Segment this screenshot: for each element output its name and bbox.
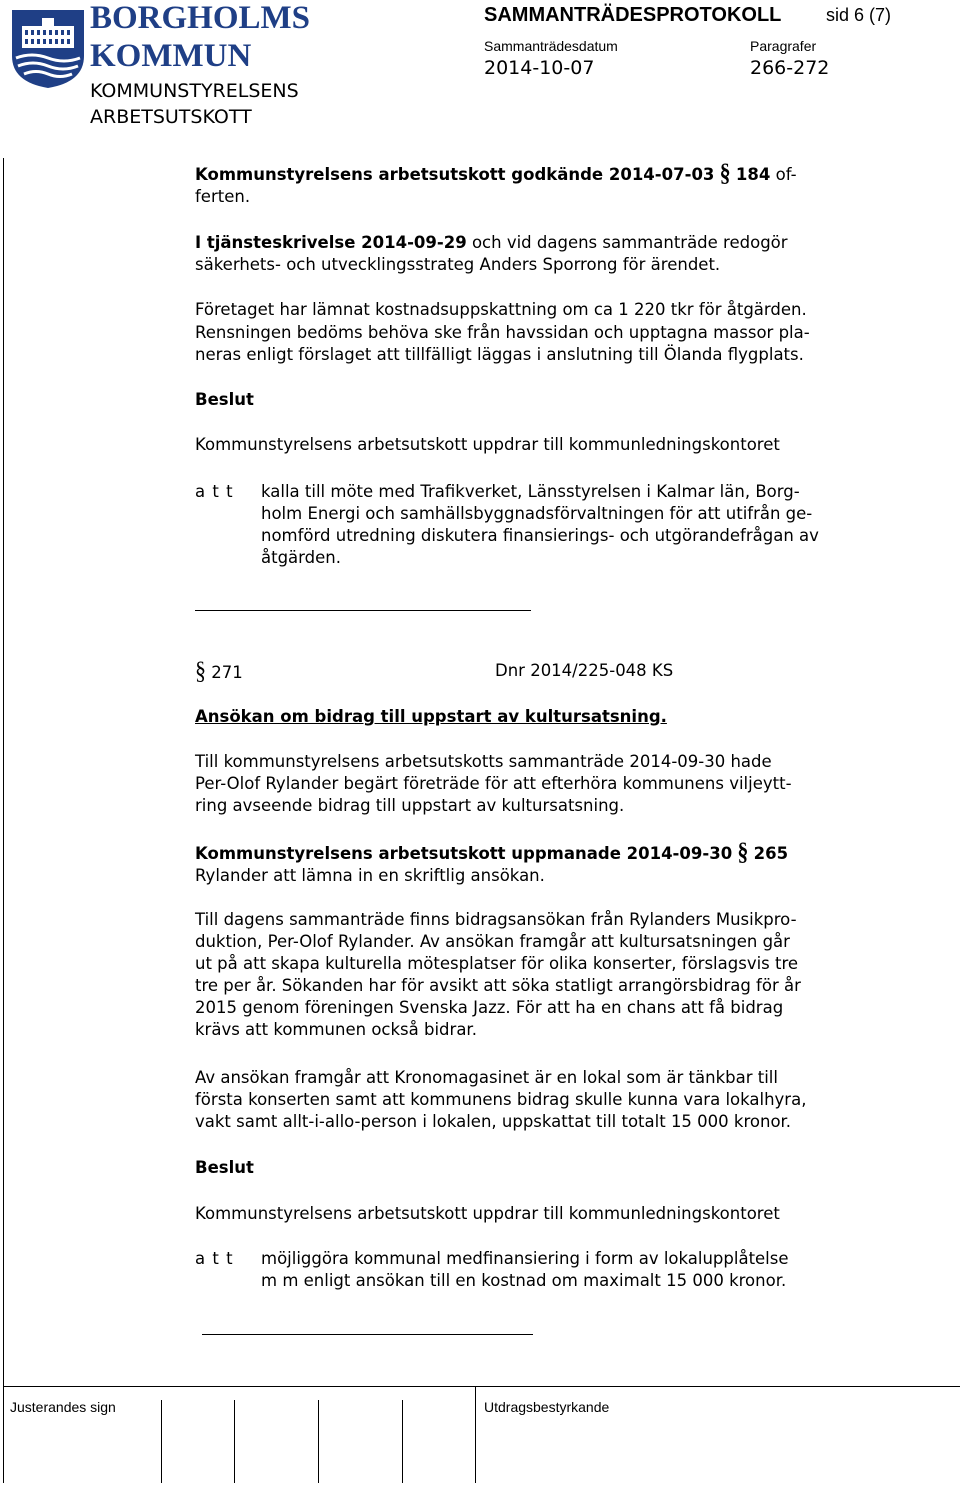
request-line1: Till kommunstyrelsens arbetsutskotts sammanträde 2014-09-30 hade: [195, 752, 772, 771]
decision-text-1: Kommunstyrelsens arbetsutskott uppdrar till kommunledningskontoret: [195, 435, 780, 454]
footer-divider: [3, 1386, 960, 1387]
cleaning-line1: Rensningen bedöms behöva ske från havssidan och upptagna massor pla-: [195, 323, 810, 342]
paragraph-sign: §: [719, 158, 731, 187]
left-margin-line: [3, 158, 4, 1483]
request-line2: Per-Olof Rylander begärt företräde för att efterhöra kommunens viljeytt-: [195, 774, 792, 793]
application-line5: 2015 genom föreningen Svenska Jazz. För att ha en chans att få bidrag: [195, 998, 784, 1017]
decision-text-2: Kommunstyrelsens arbetsutskott uppdrar till kommunledningskontoret: [195, 1204, 780, 1223]
paragraphs-value: 266-272: [750, 57, 830, 79]
att-label-2: a t t: [195, 1249, 234, 1268]
page-number: sid 6 (7): [826, 5, 892, 25]
document-type: SAMMANTRÄDESPROTOKOLL: [484, 4, 782, 26]
municipality-crest-logo: [8, 4, 88, 90]
venue-line2: första konserten samt att kommunens bidrag skulle kunna vara lokalhyra,: [195, 1090, 807, 1109]
att1-line2: holm Energi och samhällsbyggnadsförvaltningen för att utifrån ge-: [261, 504, 813, 523]
venue-line1: Av ansökan framgår att Kronomagasinet är en lokal som är tänkbar till: [195, 1068, 778, 1087]
att-label-1: a t t: [195, 482, 234, 501]
cleaning-line2: neras enligt förslaget att tillfälligt läggas i anslutning till Ölanda flygplats.: [195, 345, 804, 364]
application-line1: Till dagens sammanträde finns bidragsansökan från Rylanders Musikpro-: [195, 910, 797, 929]
footer-separator-2: [234, 1400, 235, 1483]
att1-line1: kalla till möte med Trafikverket, Länsstyrelsen i Kalmar län, Borg-: [261, 482, 800, 501]
paragraphs-label: Paragrafer: [750, 38, 817, 54]
paragraph-approval: [195, 158, 895, 208]
application-line6: krävs att kommunen också bidrar.: [195, 1020, 477, 1039]
paragraph-cleaning: [195, 322, 895, 366]
org-name-line2: KOMMUN: [90, 38, 252, 74]
urged-paragraph-number: 265: [753, 844, 789, 863]
report-bold-text: I tjänsteskrivelse 2014-09-29: [195, 233, 467, 252]
report-rest: och vid dagens sammanträde redogör: [471, 233, 788, 252]
approval-line2: ferten.: [195, 187, 251, 206]
att-text-2: [261, 1248, 901, 1292]
footer-separator-1: [161, 1400, 162, 1483]
paragraph-cost-estimate: Företaget har lämnat kostnadsuppskattning om ca 1 220 tkr för åtgärden.: [195, 300, 807, 319]
section-end-rule-2: [202, 1334, 533, 1335]
committee-name-line1: KOMMUNSTYRELSENS: [90, 80, 299, 102]
paragraph-application: [195, 909, 895, 1041]
section-sign: §: [195, 656, 206, 685]
paragraph-venue: [195, 1067, 895, 1133]
application-line3: ut på att skapa kulturella mötesplatser för olika konserter, förslagsvis tre: [195, 954, 799, 973]
venue-line3: vakt samt allt-i-allo-person i lokalen, uppskattat till totalt 15 000 kronor.: [195, 1112, 792, 1131]
committee-name-line2: ARBETSUTSKOTT: [90, 106, 252, 128]
paragraph-report: [195, 232, 895, 276]
footer-separator-3: [318, 1400, 319, 1483]
paragraph-request: [195, 751, 895, 817]
paragraph-urged: [195, 837, 895, 887]
footer-separator-4: [402, 1400, 403, 1483]
approval-paragraph-number: 184: [735, 165, 771, 184]
footer-extract-label: Utdragsbestyrkande: [484, 1399, 610, 1415]
footer-sign-label: Justerandes sign: [10, 1399, 116, 1415]
section-end-rule-1: [195, 610, 531, 611]
approval-bold-text: Kommunstyrelsens arbetsutskott godkände 2014-07-03: [195, 165, 715, 184]
section-title: Ansökan om bidrag till uppstart av kultursatsning.: [195, 707, 667, 726]
decision-heading-2: Beslut: [195, 1158, 254, 1177]
application-line4: tre per år. Sökanden har för avsikt att söka statligt arrangörsbidrag för år: [195, 976, 801, 995]
application-line2: duktion, Per-Olof Rylander. Av ansökan framgår att kultursatsningen går: [195, 932, 790, 951]
att1-line3: nomförd utredning diskutera finansierings- och utgörandefrågan av: [261, 526, 819, 545]
report-line2: säkerhets- och utvecklingsstrateg Anders Sporrong för ärendet.: [195, 255, 721, 274]
org-name-line1: BORGHOLMS: [90, 0, 311, 36]
urged-paragraph-sign: §: [737, 837, 749, 866]
request-line3: ring avseende bidrag till uppstart av kultursatsning.: [195, 796, 625, 815]
att2-line1: möjliggöra kommunal medfinansiering i form av lokalupplåtelse: [261, 1249, 789, 1268]
meeting-date-label: Sammanträdesdatum: [484, 38, 618, 54]
footer-separator-5: [475, 1386, 476, 1483]
urged-line2: Rylander att lämna in en skriftlig ansökan.: [195, 866, 545, 885]
att1-line4: åtgärden.: [261, 548, 341, 567]
urged-bold-text: Kommunstyrelsens arbetsutskott uppmanade 2014-09-30: [195, 844, 733, 863]
approval-rest: of-: [775, 165, 797, 184]
section-number: 271: [211, 663, 243, 682]
att2-line2: m m enligt ansökan till en kostnad om maximalt 15 000 kronor.: [261, 1271, 787, 1290]
att-text-1: [261, 481, 901, 569]
section-dnr: Dnr 2014/225-048 KS: [495, 661, 674, 680]
meeting-date-value: 2014-10-07: [484, 57, 595, 79]
decision-heading-1: Beslut: [195, 390, 254, 409]
